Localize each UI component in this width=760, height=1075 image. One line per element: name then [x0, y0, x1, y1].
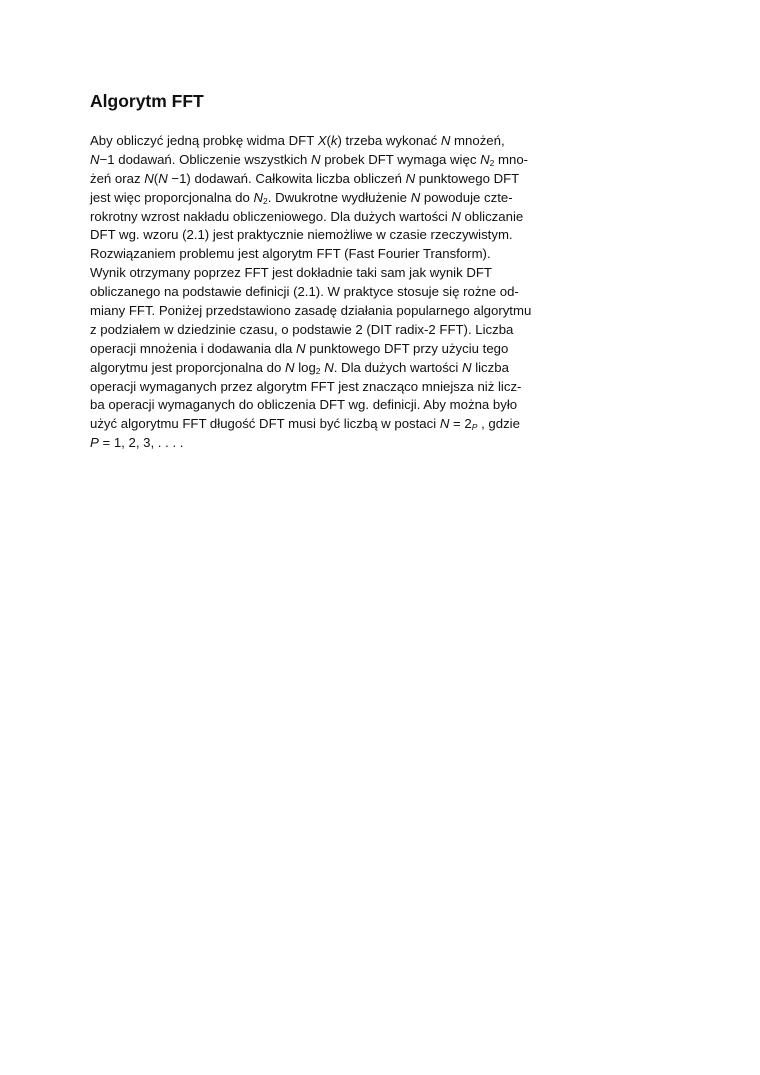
text-run: ba operacji wymaganych do obliczenia DFT wg. definicji. Aby można było — [90, 397, 518, 413]
text-run: ) trzeba wykonać — [337, 133, 441, 148]
text-line — [90, 245, 570, 264]
text-run: operacji wymaganych przez algorytm FFT jest znacząco mniejsza niż licz- — [90, 378, 522, 394]
text-run: , gdzie — [477, 416, 520, 432]
body-paragraph — [90, 132, 570, 453]
text-line — [90, 208, 570, 227]
text-run: z podziałem w dziedzinie czasu, o podstawie 2 (DIT radix-2 FFT). Liczba — [90, 321, 514, 337]
text-run: rokrotny wzrost nakładu obliczeniowego. Dla dużych wartości — [90, 208, 452, 224]
subscript: 2 — [489, 157, 495, 168]
italic-math-symbol: P — [90, 435, 99, 451]
superscript: P — [471, 422, 478, 433]
text-line — [90, 340, 570, 359]
text-run: = 2 — [449, 416, 472, 432]
italic-math-symbol: N — [439, 416, 450, 432]
italic-math-symbol: k — [330, 133, 338, 148]
italic-math-symbol: N — [158, 170, 168, 186]
text-run: Rozwiązaniem problemu jest algorytm FFT (Fast Fourier Transform). — [90, 246, 491, 262]
italic-math-symbol: N — [90, 151, 100, 167]
text-run: Aby obliczyć jedną probkę widma DFT — [90, 133, 318, 148]
italic-math-symbol: N — [324, 359, 334, 375]
italic-math-symbol: N — [296, 340, 306, 356]
text-line — [90, 132, 570, 151]
text-run: . Dla dużych wartości — [333, 359, 462, 375]
italic-math-symbol: N — [285, 359, 295, 375]
text-line — [90, 321, 570, 340]
text-run: ( — [153, 170, 159, 186]
text-run: obliczanego na podstawie definicji (2.1). W praktyce stosuje się rożne od- — [90, 284, 519, 300]
italic-math-symbol: N — [253, 189, 264, 205]
text-run: mnożeń, — [450, 133, 505, 148]
text-run: punktowego DFT przy użyciu tego — [305, 340, 509, 356]
text-line — [90, 359, 570, 378]
text-run: obliczanie — [460, 208, 524, 224]
text-line — [90, 378, 570, 397]
text-run: probek DFT wymaga więc — [320, 151, 481, 167]
text-run: algorytmu jest proporcjonalna do — [90, 359, 285, 375]
text-run: . Dwukrotne wydłużenie — [267, 189, 411, 205]
text-line — [90, 283, 570, 302]
text-line — [90, 189, 570, 208]
text-run: punktowego DFT — [415, 170, 520, 186]
text-run: −1 dodawań. Obliczenie wszystkich — [99, 151, 312, 167]
italic-math-symbol: N — [451, 208, 461, 224]
text-run: DFT wg. wzoru (2.1) jest praktycznie niemożliwe w czasie rzeczywistym. — [90, 227, 513, 243]
text-line — [90, 264, 570, 283]
text-line — [90, 226, 570, 245]
text-run: użyć algorytmu FFT długość DFT musi być liczbą w postaci — [90, 416, 440, 432]
text-run: log — [294, 359, 316, 375]
text-run: −1) dodawań. Całkowita liczba obliczeń — [167, 170, 406, 186]
text-run: jest więc proporcjonalna do — [90, 189, 254, 205]
text-run: liczba — [471, 359, 509, 375]
italic-math-symbol: N — [144, 170, 154, 186]
italic-math-symbol: N — [480, 151, 490, 167]
italic-math-symbol: X — [317, 133, 327, 148]
text-line — [90, 434, 570, 453]
text-run: = 1, 2, 3, . . . . — [98, 435, 184, 451]
italic-math-symbol: N — [311, 151, 321, 167]
text-run: żeń oraz — [90, 170, 145, 186]
text-run: mno- — [494, 151, 529, 167]
italic-math-symbol: N — [410, 189, 421, 205]
subscript: 2 — [315, 365, 321, 376]
text-line — [90, 151, 570, 170]
text-line — [90, 302, 570, 321]
text-run: Wynik otrzymany poprzez FFT jest dokładnie taki sam jak wynik DFT — [90, 265, 492, 281]
text-run: powoduje czte- — [420, 189, 513, 205]
italic-math-symbol: N — [440, 133, 451, 148]
text-run: miany FFT. Poniżej przedstawiono zasadę działania popularnego algorytmu — [90, 303, 532, 319]
section-heading: Algorytm FFT — [90, 91, 204, 111]
subscript: 2 — [263, 195, 268, 206]
italic-math-symbol: N — [462, 359, 472, 375]
text-line — [90, 396, 570, 415]
text-run: operacji mnożenia i dodawania dla — [90, 340, 297, 356]
text-line — [90, 170, 570, 189]
italic-math-symbol: N — [405, 170, 416, 186]
text-line — [90, 415, 570, 434]
text-run: ( — [326, 133, 331, 148]
